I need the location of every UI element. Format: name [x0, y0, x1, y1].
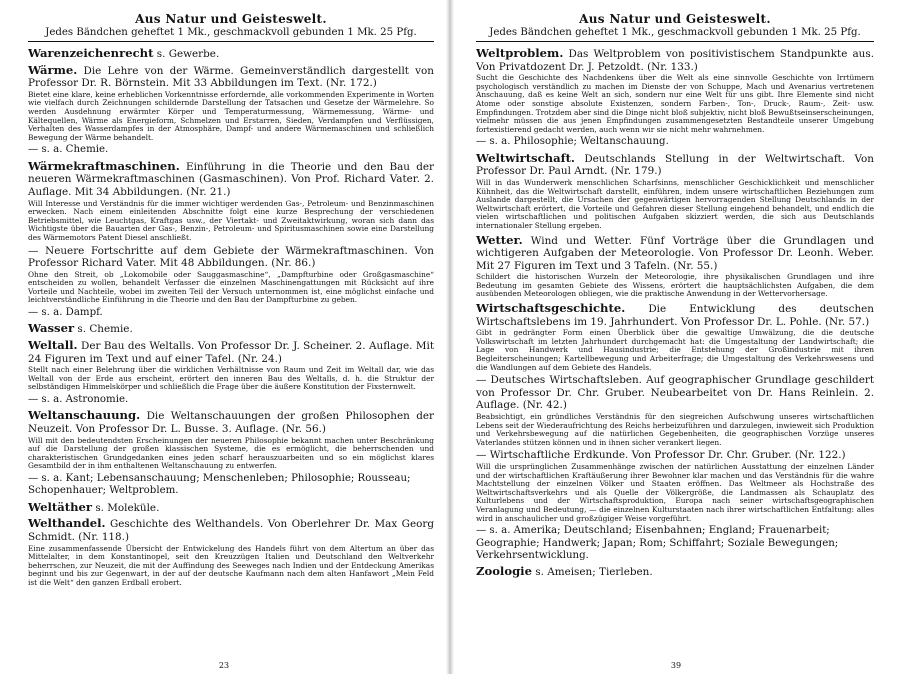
page-header-title: Aus Natur und Geisteswelt. — [579, 12, 771, 26]
entry-text: Einführung in die Theorie und den Bau der neueren Wärmekraftmaschinen (Gasmaschinen). Von Prof. Richard Vater. 2. Auflage. Mit 34 Abbildungen. (Nr. 21.) — [28, 160, 434, 198]
entry-text: Das Weltproblem von positivistischem Standpunkte aus. Von Privatdozent Dr. J. Petzoldt. (Nr. 133.) — [476, 48, 874, 73]
entry-description: Will Interesse und Verständnis für die immer wichtiger werdenden Gas-, Petroleum- und Benzinmaschinen erwecken. Nach einem einleitenden Abschnitte folgt eine kurze Besprechung der verschiedenen Betriebsmittel, wie Leuchtgas, Kraftgas usw., der Viertakt- und Zweitaktwirkung, woran sich dann das Wichtigste über die Bauarten der Gas-, Benzin-, Petroleum- und Spiritusmaschinen sowie eine Darstellung des Wärmemotors Patent Diesel anschließt. — [28, 198, 434, 242]
entry-keyword: Weltäther — [28, 499, 92, 514]
entry-keyword: Weltwirtschaft. — [476, 150, 575, 165]
entry-wirtschaftsgeschichte — [476, 302, 874, 562]
entry-text: s. Chemie. — [77, 323, 133, 336]
entry-description: Schildert die historischen Wurzeln der Meteorologie, ihre physikalischen Grundlagen und ihre Bedeutung im gesamten Gebiete des Wissens, erörtert die hauptsächlichsten Aufgaben, die dem ausübenden Meteorologen obliegen, wie die praktische Anwendung in der Wettervorhersage. — [476, 272, 874, 299]
page-header-subtitle: Jedes Bändchen geheftet 1 Mk., geschmackvoll gebunden 1 Mk. 25 Pfg. — [489, 27, 861, 38]
header-rule — [28, 41, 434, 42]
entry-text: Der Bau des Weltalls. Von Professor Dr. J. Scheiner. 2. Auflage. Mit 24 Figuren im Text und auf einer Tafel. (Nr. 24.) — [28, 340, 434, 365]
entry-description: Will die ursprünglichen Zusammenhänge zwischen der natürlichen Ausstattung der einzelnen Länder und der wirtschaftlichen Kraftäußerung ihrer Bewohner klar machen und das Verständnis für die wahre Machtstellung der einzelnen Völker und Staaten eröffnen. Das Weltmeer als Hochstraße des Weltwirtschaftsverkehrs und als Quelle der Völkergröße, die Landmassen als Schauplatz des Kulturlebens und der Wirtschaftsproduktion, Europa nach seiner wirtschaftsgeographischen Veranlagung und Bedeutung, — die einzelnen Kulturstaaten nach ihrer wirtschaftlichen Entfaltung: alles wird in anschaulicher und großzügiger Weise vorgeführt. — [476, 461, 874, 523]
entry-wetter — [476, 234, 874, 300]
entry-keyword: Wärme. — [28, 62, 78, 77]
entry-weltwirtschaft — [476, 152, 874, 231]
entry-description: Will mit den bedeutendsten Erscheinungen der neueren Philosophie bekannt machen unter Beschränkung auf die Darstellung der großen klassischen Systeme, die es ermöglicht, die beherrschenden und charakteristischen Grundgedanken eines jeden scharf herauszuarbeiten und so ein möglichst klares Gesamtbild der in ihm enthaltenen Weltanschauung zu entwerfen. — [28, 435, 434, 471]
see-also: — s. a. Astronomie. — [28, 394, 129, 406]
see-also: — s. a. Kant; Lebensanschauung; Menschenleben; Philosophie; Rousseau; Schopenhauer; Weltproblem. — [28, 473, 411, 497]
entry-description: Bietet eine klare, keine erheblichen Vorkenntnisse erfordernde, alle vorkommenden Experimente in Worten wie vielfach durch Zeichnungen schildernde Darstellung der Tatsachen und Gesetze der Wärmelehre. So werden Ausdehnung erwärmter Körper und Temperaturmessung, Wärmemessung, Wärme- und Kältequellen, Wärme als Energieform, Schmelzen und Erstarren, Sieden, Verdampfen und Verflüssigen, Verhalten des Wasserdampfes in der Atmosphäre, Dampf- und andere Wärmemaschinen und schließlich Bewegung der Wärme behandelt. — [28, 89, 434, 142]
entry-description: Eine zusammenfassende Übersicht der Entwickelung des Handels führt von dem Altertum an über das Mittelalter, in dem Konstantinopel, seit den Kreuzzügen Italien und Deutschland den Weltverkehr beherrschen, zur Neuzeit, die mit der Auffindung des Seeweges nach Indien und der Entdeckung Amerikas beginnt und bis zur Gegenwart, in der auf der deutsche Kaufmann nach dem alten Hanfawort „Mein Feld ist die Welt“ den ganzen Erdball erobert. — [28, 543, 434, 587]
entry-zoologie — [476, 565, 874, 579]
entry-description: Ohne den Streit, ob „Lokomobile oder Sauggasmaschine“, „Dampfturbine oder Großgasmaschine“ entscheiden zu wollen, behandelt Verfasser die einzelnen Maschinengattungen mit Rücksicht auf ihre Vorteile und Nachteile, wobei im zweiten Teil der Versuch unternommen ist, eine möglichst einfache und leichtverständliche Einführung in die Theorie und den Bau der Dampfturbine zu geben. — [28, 269, 434, 305]
entry-text: Wind und Wetter. Fünf Vorträge über die Grundlagen und wichtigeren Aufgaben der Meteorologie. Von Professor Dr. Leonh. Weber. Mit 27 Figuren im Text und 3 Tafeln. (Nr. 55.) — [476, 234, 875, 272]
right-page — [452, 0, 900, 674]
entry-warenzeichenrecht — [28, 47, 434, 61]
entry-keyword: Weltanschauung. — [28, 408, 141, 423]
entry-description: Stellt nach einer Belehrung über die wirklichen Verhältnisse von Raum und Zeit im Weltall dar, wie das Weltall von der Erde aus erscheint, erörtert den inneren Bau des Weltalls, d. h. die Struktur der selbständigen Himmelskörper und schließlich die Frage über die äußere Konstitution der Fixsternwelt. — [28, 365, 434, 392]
entry-description: Will in das Wunderwerk menschlichen Scharfsinns, menschlicher Geschicklichkeit und menschlicher Kühnheit, das die Weltwirtschaft darstellt, einführen, indem unsere wirtschaftlichen Beziehungen zum Auslande dargestellt, die Ursachen der gegenwärtigen hervorragenden Stellung Deutschlands in der Weltwirtschaft erörtert, die Vorteile und Gefahren dieser Stellung eingehend behandelt, und endlich die vielen wirtschaftlichen und politischen Aufgaben skizziert werden, die sich aus Deutschlands internationaler Stellung ergeben. — [476, 177, 874, 230]
entry-description: Sucht die Geschichte des Nachdenkens über die Welt als eine sinnvolle Geschichte von Irrtümern psychologisch verständlich zu machen im Dienste der von Schuppe, Mach und Avenarius vertretenen Anschauung, daß es keine Welt an sich, sondern nur eine Welt für uns gibt. Ihre Elemente sind nicht Atome oder sonstige absolute Existenzen, sondern Farben-, Ton-, Druck-, Raum-, Zeit- usw. Empfindungen. Trotzdem aber sind die Dinge nicht bloß subjektiv, nicht bloß Bewußtseinserscheinungen, vielmehr müssen die aus jenen Empfindungen zusammengesetzten Bestandteile unserer Umgebung fortexistierend gedacht werden, auch wenn wir sie nicht mehr wahrnehmen. — [476, 73, 874, 134]
entry-text: Die Lehre von der Wärme. Gemeinverständlich dargestellt von Professor Dr. R. Börnstein. Mit 33 Abbildungen im Text. (Nr. 172.) — [28, 64, 434, 90]
entry-wasser — [28, 322, 434, 336]
entry-text: Deutschlands Stellung in der Weltwirtschaft. Von Professor Dr. Paul Arndt. (Nr. 179.) — [476, 152, 874, 178]
entry-text: s. Moleküle. — [95, 501, 160, 514]
entry-text: Die Weltanschauungen der großen Philosophen der Neuzeit. Von Professor Dr. L. Busse. 3. Auflage. (Nr. 56.) — [28, 410, 435, 436]
entry-weltanschauung — [28, 409, 434, 497]
entry-text: s. Gewerbe. — [156, 48, 220, 60]
entry-keyword: Wasser — [28, 321, 75, 336]
see-also: — s. a. Chemie. — [28, 144, 109, 156]
entry-waerme — [28, 64, 434, 157]
entry-welthandel — [28, 517, 434, 587]
see-also: — s. a. Philosophie; Weltanschauung. — [476, 136, 669, 148]
entry-keyword: Weltall. — [28, 338, 78, 353]
entry-keyword: Wärmekraftmaschinen. — [28, 158, 180, 173]
header-rule — [476, 41, 874, 42]
entry-keyword: Wirtschaftsgeschichte. — [476, 301, 626, 316]
left-page — [0, 0, 448, 674]
entry-keyword: Welthandel. — [28, 516, 106, 531]
entry-weltproblem — [476, 47, 874, 149]
page-number: 39 — [670, 661, 682, 670]
entry-keyword: Wetter. — [476, 232, 523, 247]
entry-description: Beabsichtigt, ein gründliches Verständnis für den siegreichen Aufschwung unseres wirtschaftlichen Lebens seit der Wiederaufrichtung des Reichs herbeizuführen und darzulegen, inwieweit sich Produktion und Verkehrsbewegung auf die natürlichen Gegebenheiten, die geographischen Vorzüge unseres Vaterlandes stützen können und in ihnen sicher verankert liegen. — [476, 412, 874, 447]
page-header-title: Aus Natur und Geisteswelt. — [135, 12, 327, 26]
entry-keyword: Warenzeichenrecht — [28, 46, 154, 60]
page-header-subtitle: Jedes Bändchen geheftet 1 Mk., geschmackvoll gebunden 1 Mk. 25 Pfg. — [45, 27, 417, 38]
entry-text: s. Ameisen; Tierleben. — [535, 566, 653, 579]
entry-waermekraftmaschinen — [28, 160, 434, 320]
entry-description: Gibt in gedrängter Form einen Überblick über die gewaltige Umwälzung, die die deutsche Volkswirtschaft im letzten Jahrhundert durchgemacht hat: die Umgestaltung der Landwirtschaft; die Lage von Handwerk und Hausindustrie; die Entstehung der Großindustrie mit ihren Begleiterscheinungen; Kartellbewegung und Arbeiterfrage; die Umgestaltung des Verkehrswesens und die Wandlungen auf dem Gebiete des Handels. — [476, 328, 874, 372]
entry-text: Die Entwicklung des deutschen Wirtschaftslebens im 19. Jahrhundert. Von Professor Dr. L. Pohle. (Nr. 57.) — [476, 303, 874, 328]
sub-entry: — Deutsches Wirtschaftsleben. Auf geographischer Grundlage geschildert von Professor Dr. Chr. Gruber. Neubearbeitet von Dr. Hans Reinlein. 2. Auflage. (Nr. 42.) — [476, 374, 874, 412]
entry-keyword: Zoologie — [476, 564, 532, 579]
page-number: 23 — [218, 661, 230, 670]
sub-entry: — Neuere Fortschritte auf dem Gebiete der Wärmekraftmaschinen. Von Professor Richard Vater. Mit 48 Abbildungen. (Nr. 86.) — [28, 244, 434, 270]
entry-keyword: Weltproblem. — [476, 46, 564, 60]
sub-entry: — Wirtschaftliche Erdkunde. Von Professor Dr. Chr. Gruber. (Nr. 122.) — [476, 449, 846, 462]
entry-text: Geschichte des Welthandels. Von Oberlehrer Dr. Max Georg Schmidt. (Nr. 118.) — [28, 518, 434, 543]
see-also: — s. a. Amerika; Deutschland; Eisenbahnen; England; Frauenarbeit; Geographie; Handwerk; Japan; Rom; Schiffahrt; Soziale Bewegungen; Verkehrsentwicklung. — [476, 525, 839, 561]
see-also: — s. a. Dampf. — [28, 307, 103, 319]
entry-weltall — [28, 339, 434, 406]
entry-weltaether — [28, 501, 434, 515]
